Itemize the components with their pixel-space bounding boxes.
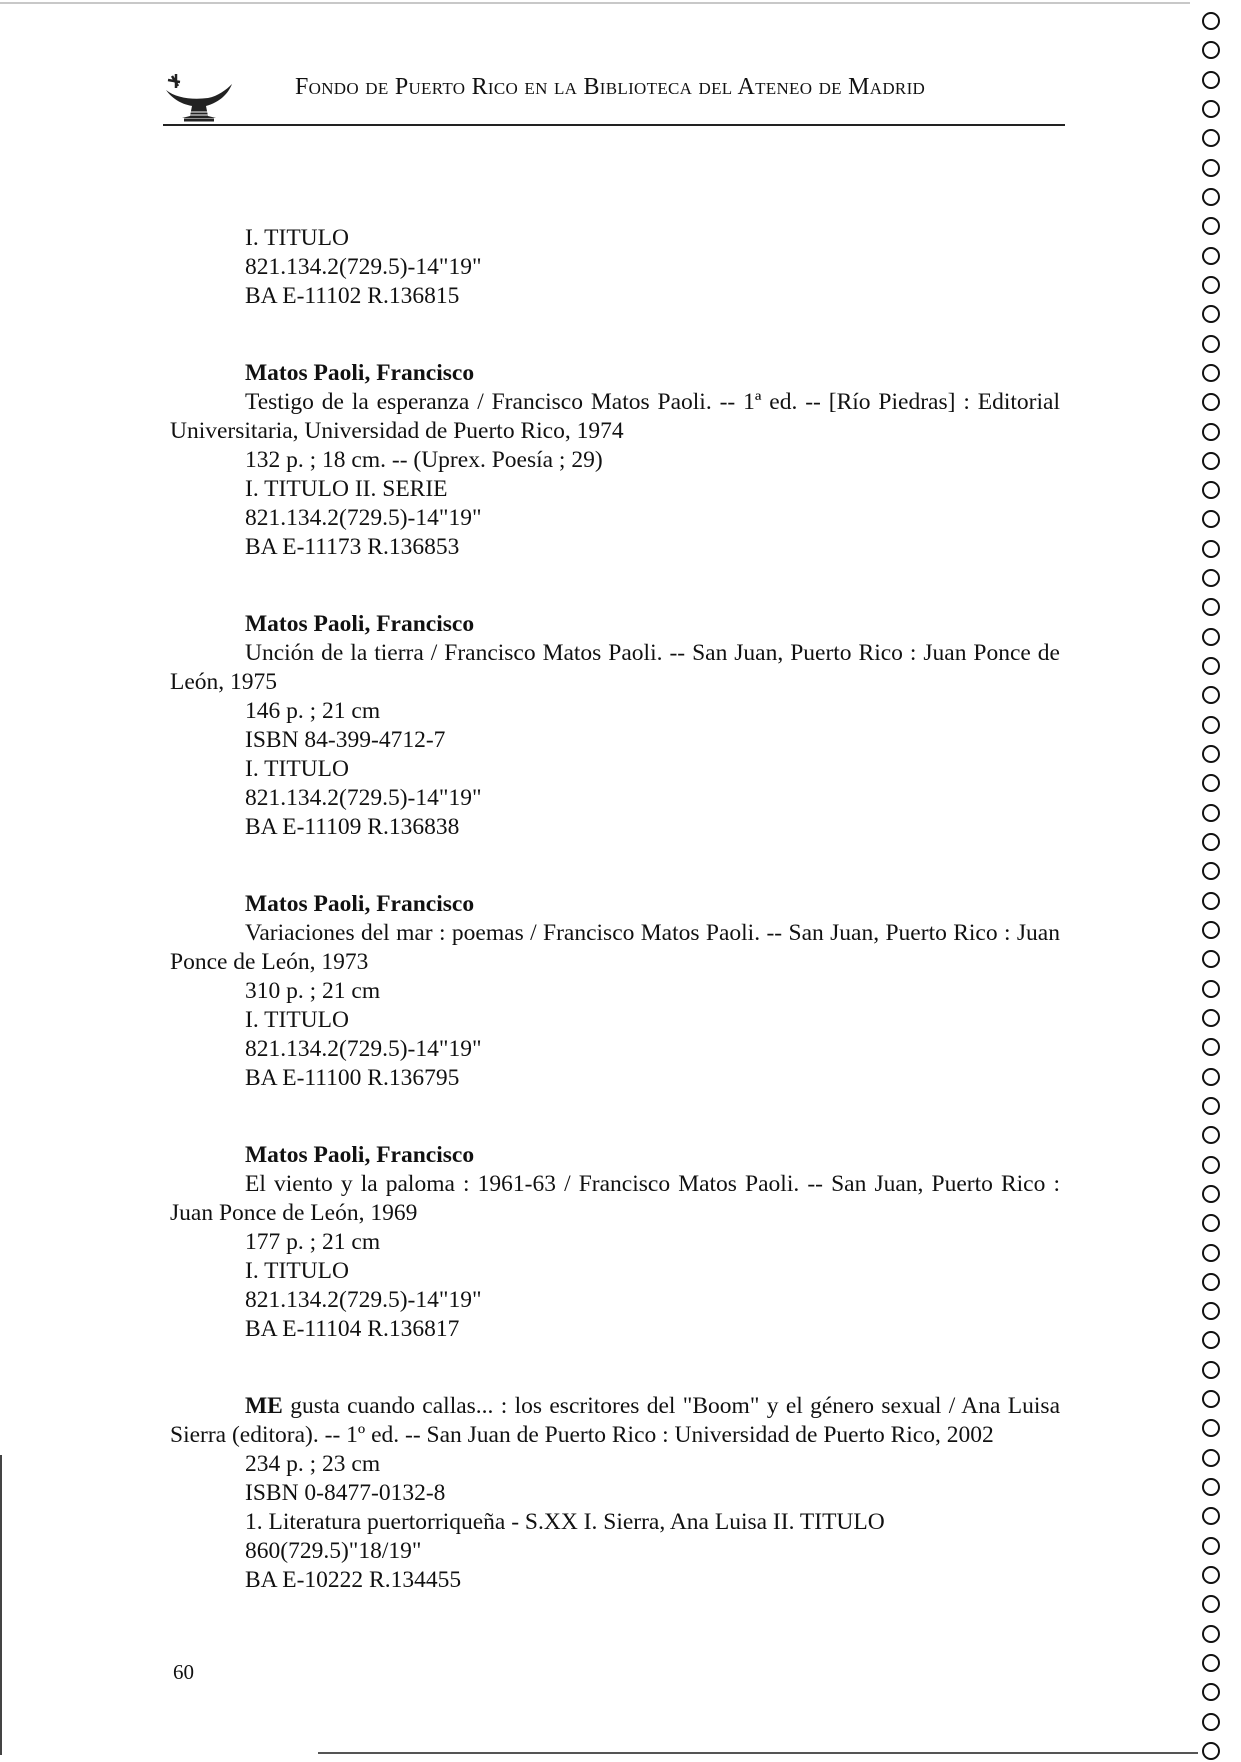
entry-line: 1. Literatura puertorriqueña - S.XX I. Sierra, Ana Luisa II. TITULO xyxy=(245,1509,885,1535)
binder-ring-icon xyxy=(1202,1537,1220,1555)
binder-ring-icon xyxy=(1202,1068,1220,1086)
binder-ring-icon xyxy=(1202,540,1220,558)
binder-ring-icon xyxy=(1202,129,1220,147)
entry-line: BA E-11109 R.136838 xyxy=(245,814,460,840)
entry-description: Unción de la tierra / Francisco Matos Paoli. -- San Juan, Puerto Rico : Juan Ponce de León, 1975 xyxy=(170,640,1060,695)
entry-author: Matos Paoli, Francisco xyxy=(245,611,475,637)
catalog-entry xyxy=(170,890,1060,1093)
entry-author: Matos Paoli, Francisco xyxy=(245,891,475,917)
binder-ring-icon xyxy=(1202,393,1220,411)
binder-ring-icon xyxy=(1202,1683,1220,1701)
entry-description xyxy=(170,1392,1060,1450)
binder-ring-icon xyxy=(1202,364,1220,382)
entry-line: BA E-11104 R.136817 xyxy=(245,1316,460,1342)
entry-line: BA E-11173 R.136853 xyxy=(245,534,460,560)
entry-line: 146 p. ; 21 cm xyxy=(245,698,381,724)
binder-ring-icon xyxy=(1202,921,1220,939)
binder-ring-icon xyxy=(1202,569,1220,587)
entry-description: Testigo de la esperanza / Francisco Matos Paoli. -- 1ª ed. -- [Río Piedras] : Editorial Universitaria, Universidad de Puerto Rico, 1974 xyxy=(170,389,1060,444)
binder-ring-icon xyxy=(1202,423,1220,441)
binder-ring-icon xyxy=(1202,716,1220,734)
binder-ring-icon xyxy=(1202,1038,1220,1056)
entry-line: I. TITULO xyxy=(245,756,349,782)
binder-ring-icon xyxy=(1202,305,1220,323)
binder-ring-icon xyxy=(1202,774,1220,792)
binder-ring-icon xyxy=(1202,1713,1220,1731)
binder-ring-icon xyxy=(1202,1595,1220,1613)
entry-line: ISBN 84-399-4712-7 xyxy=(245,727,446,753)
scan-bottom-edge xyxy=(318,1752,1198,1754)
entry-description: El viento y la paloma : 1961-63 / Francisco Matos Paoli. -- San Juan, Puerto Rico : Juan Ponce de León, 1969 xyxy=(170,1171,1060,1226)
binder-ring-icon xyxy=(1202,12,1220,30)
entry-line: I. TITULO xyxy=(245,1007,349,1033)
binder-ring-icon xyxy=(1202,1742,1220,1760)
binder-ring-icon xyxy=(1202,247,1220,265)
binder-ring-icon xyxy=(1202,1185,1220,1203)
entry-line: BA E-11102 R.136815 xyxy=(245,283,460,309)
binder-ring-icon xyxy=(1202,510,1220,528)
entry-author: Matos Paoli, Francisco xyxy=(245,1142,475,1168)
catalog-entry-title-main xyxy=(170,1392,1060,1595)
binder-ring-icon xyxy=(1202,1273,1220,1291)
binder-ring-icon xyxy=(1202,1566,1220,1584)
binder-ring-icon xyxy=(1202,657,1220,675)
binder-ring-icon xyxy=(1202,1244,1220,1262)
binder-ring-icon xyxy=(1202,1126,1220,1144)
binder-ring-icon xyxy=(1202,804,1220,822)
entry-line: 821.134.2(729.5)-14"19" xyxy=(245,254,482,280)
binder-ring-icon xyxy=(1202,1214,1220,1232)
entry-line: 821.134.2(729.5)-14"19" xyxy=(245,1287,482,1313)
binder-ring-icon xyxy=(1202,100,1220,118)
binder-ring-icon xyxy=(1202,1302,1220,1320)
binder-ring-icon xyxy=(1202,1009,1220,1027)
entry-line: 177 p. ; 21 cm xyxy=(245,1229,381,1255)
binder-ring-icon xyxy=(1202,1419,1220,1437)
entry-line: 821.134.2(729.5)-14"19" xyxy=(245,1036,482,1062)
binder-ring-icon xyxy=(1202,1331,1220,1349)
binder-ring-icon xyxy=(1202,833,1220,851)
entry-line: 132 p. ; 18 cm. -- (Uprex. Poesía ; 29) xyxy=(245,447,603,473)
binder-ring-icon xyxy=(1202,1449,1220,1467)
binder-ring-icon xyxy=(1202,1097,1220,1115)
lamp-emblem-icon xyxy=(162,68,236,124)
entry-title-lead: ME xyxy=(245,1393,283,1419)
binder-ring-icon xyxy=(1202,217,1220,235)
entry-line: I. TITULO xyxy=(245,225,349,251)
entry-description: Variaciones del mar : poemas / Francisco Matos Paoli. -- San Juan, Puerto Rico : Juan Ponce de León, 1973 xyxy=(170,920,1060,975)
binder-ring-icon xyxy=(1202,71,1220,89)
entry-line: 310 p. ; 21 cm xyxy=(245,978,381,1004)
binder-ring-icon xyxy=(1202,335,1220,353)
binder-ring-icon xyxy=(1202,686,1220,704)
entry-author: Matos Paoli, Francisco xyxy=(245,360,475,386)
binder-ring-icon xyxy=(1202,1625,1220,1643)
entry-line: BA E-10222 R.134455 xyxy=(245,1567,462,1593)
binder-ring-icon xyxy=(1202,481,1220,499)
binder-ring-icon xyxy=(1202,598,1220,616)
continued-entry xyxy=(170,224,1060,311)
binder-ring-icon xyxy=(1202,1156,1220,1174)
binder-ring-icon xyxy=(1202,892,1220,910)
entry-line: 821.134.2(729.5)-14"19" xyxy=(245,785,482,811)
catalog-entry xyxy=(170,610,1060,842)
binder-ring-icon xyxy=(1202,950,1220,968)
entry-line: 821.134.2(729.5)-14"19" xyxy=(245,505,482,531)
entry-title-rest: gusta cuando callas... : los escritores del "Boom" y el género sexual / Ana Luisa Sierra (editora). -- 1º ed. -- San Juan de Puerto Rico : Universidad de Puerto Rico, 2002 xyxy=(170,1393,1060,1448)
catalog-entry xyxy=(170,359,1060,562)
binder-ring-icon xyxy=(1202,188,1220,206)
binder-ring-icon xyxy=(1202,41,1220,59)
binder-ring-icon xyxy=(1202,159,1220,177)
header-rule xyxy=(163,124,1065,126)
entry-line: 234 p. ; 23 cm xyxy=(245,1451,381,1477)
entry-line: ISBN 0-8477-0132-8 xyxy=(245,1480,446,1506)
scan-left-edge xyxy=(0,1455,2,1755)
binder-ring-icon xyxy=(1202,1390,1220,1408)
binder-ring-icon xyxy=(1202,980,1220,998)
binder-ring-icon xyxy=(1202,745,1220,763)
binder-ring-icon xyxy=(1202,1478,1220,1496)
page-number: 60 xyxy=(173,1660,194,1684)
binder-ring-icon xyxy=(1202,1507,1220,1525)
header-title: Fondo de Puerto Rico en la Biblioteca del Ateneo de Madrid xyxy=(295,74,926,100)
entry-line: I. TITULO xyxy=(245,1258,349,1284)
scan-top-edge xyxy=(0,2,1190,4)
binder-ring-icon xyxy=(1202,862,1220,880)
binder-rings xyxy=(1200,8,1230,1760)
binder-ring-icon xyxy=(1202,276,1220,294)
binder-ring-icon xyxy=(1202,1654,1220,1672)
binder-ring-icon xyxy=(1202,452,1220,470)
catalog-entry xyxy=(170,1141,1060,1344)
entry-line: BA E-11100 R.136795 xyxy=(245,1065,460,1091)
binder-ring-icon xyxy=(1202,1361,1220,1379)
entry-line: 860(729.5)"18/19" xyxy=(245,1538,422,1564)
entry-line: I. TITULO II. SERIE xyxy=(245,476,448,502)
binder-ring-icon xyxy=(1202,628,1220,646)
catalog-content xyxy=(170,224,1060,1643)
